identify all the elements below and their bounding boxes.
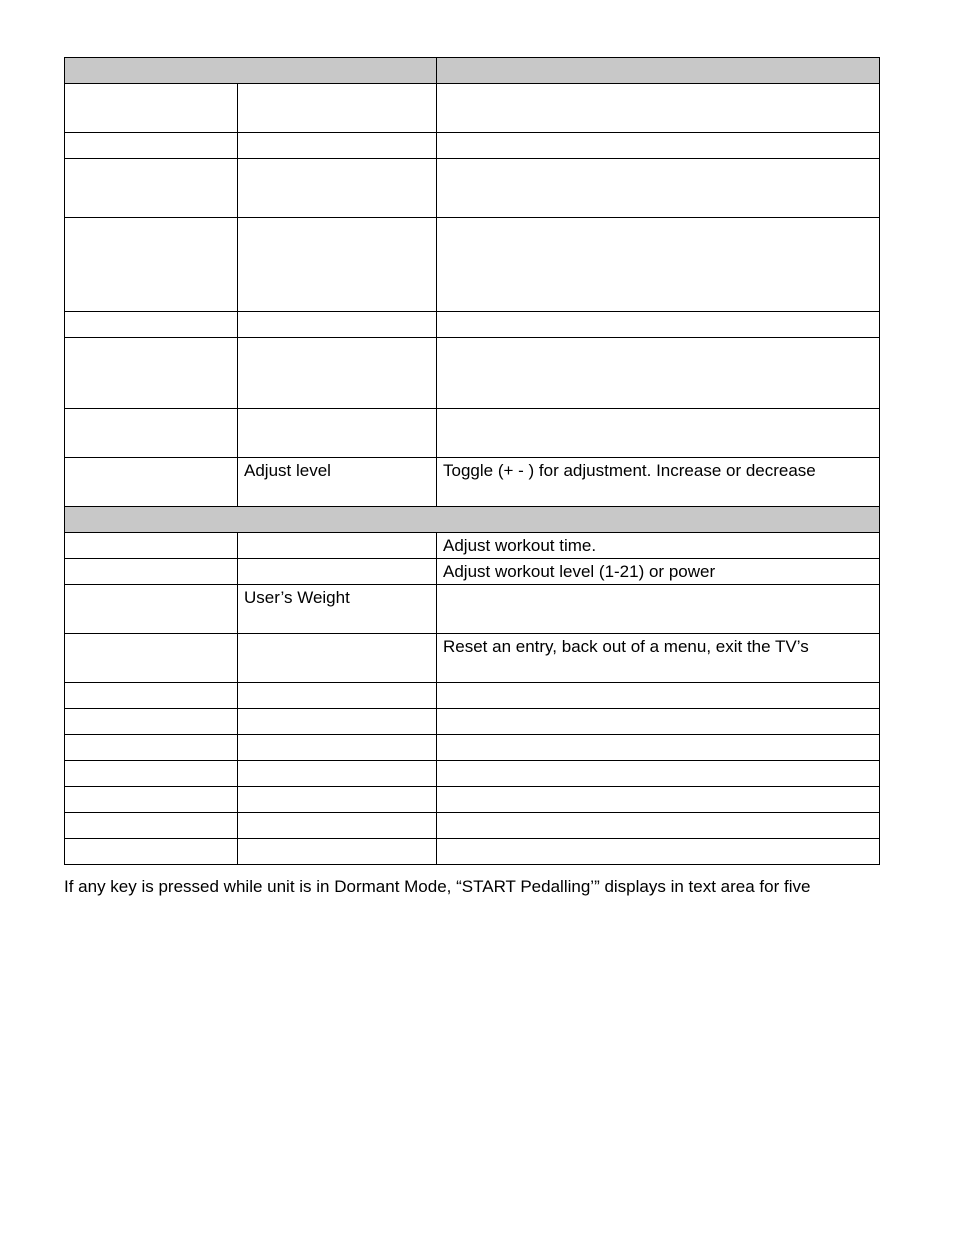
table-cell xyxy=(238,683,437,709)
table-row xyxy=(65,159,880,218)
table-row xyxy=(65,559,880,585)
table-cell xyxy=(65,409,238,458)
header-cell-left xyxy=(65,58,437,84)
table-cell xyxy=(437,709,880,735)
table-row xyxy=(65,683,880,709)
table-row xyxy=(65,787,880,813)
section-header-row xyxy=(65,507,880,533)
table-cell xyxy=(238,409,437,458)
table-cell xyxy=(65,709,238,735)
table-cell xyxy=(437,839,880,865)
table-cell xyxy=(65,312,238,338)
table-cell xyxy=(238,761,437,787)
table-cell xyxy=(437,683,880,709)
table-cell xyxy=(437,787,880,813)
table-row xyxy=(65,813,880,839)
section-header-cell xyxy=(65,507,880,533)
key-function-table xyxy=(64,57,880,865)
table-cell xyxy=(437,159,880,218)
table-cell xyxy=(238,133,437,159)
table-cell xyxy=(238,84,437,133)
table-cell xyxy=(437,813,880,839)
table-cell xyxy=(65,761,238,787)
table-cell xyxy=(65,218,238,312)
table-cell xyxy=(238,735,437,761)
table-cell xyxy=(238,709,437,735)
table-row xyxy=(65,458,880,507)
table-row xyxy=(65,84,880,133)
table-cell xyxy=(238,533,437,559)
table-cell xyxy=(437,84,880,133)
table-cell: Adjust workout level (1-21) or power xyxy=(437,559,880,585)
table-cell xyxy=(238,839,437,865)
table-cell xyxy=(65,133,238,159)
table-cell xyxy=(65,458,238,507)
table-cell xyxy=(65,84,238,133)
table-cell: Adjust level xyxy=(238,458,437,507)
table-cell xyxy=(65,533,238,559)
table-row xyxy=(65,133,880,159)
table-row xyxy=(65,761,880,787)
table-cell xyxy=(238,634,437,683)
table-cell xyxy=(238,338,437,409)
table-cell xyxy=(65,839,238,865)
table-cell xyxy=(65,338,238,409)
table-cell xyxy=(437,338,880,409)
table-cell xyxy=(238,312,437,338)
table-cell xyxy=(437,218,880,312)
table-row xyxy=(65,735,880,761)
table-cell: Toggle (+ - ) for adjustment. Increase or decrease xyxy=(437,458,880,507)
table-row xyxy=(65,338,880,409)
table-cell xyxy=(437,761,880,787)
table-cell xyxy=(238,559,437,585)
table-cell: Reset an entry, back out of a menu, exit the TV’s xyxy=(437,634,880,683)
table-row xyxy=(65,409,880,458)
table-cell xyxy=(65,787,238,813)
table-cell xyxy=(437,133,880,159)
table-row xyxy=(65,839,880,865)
table-cell xyxy=(65,159,238,218)
table-row xyxy=(65,585,880,634)
table-cell xyxy=(65,585,238,634)
table-cell: Adjust workout time. xyxy=(437,533,880,559)
table-row xyxy=(65,312,880,338)
table-cell xyxy=(238,813,437,839)
table-header-row xyxy=(65,58,880,84)
table-cell: User’s Weight xyxy=(238,585,437,634)
table-row xyxy=(65,218,880,312)
table-cell xyxy=(65,634,238,683)
table-row xyxy=(65,533,880,559)
table-cell xyxy=(238,218,437,312)
table-cell xyxy=(238,159,437,218)
table-cell xyxy=(437,312,880,338)
table-cell xyxy=(65,559,238,585)
table-row xyxy=(65,709,880,735)
dormant-mode-note: If any key is pressed while unit is in Dormant Mode, “START Pedalling’” displays in text area for five xyxy=(64,877,811,896)
table-cell xyxy=(437,735,880,761)
header-cell-right xyxy=(437,58,880,84)
table-cell xyxy=(238,787,437,813)
table-cell xyxy=(65,735,238,761)
table-cell xyxy=(65,813,238,839)
table-row xyxy=(65,634,880,683)
table-cell xyxy=(437,409,880,458)
table-cell xyxy=(65,683,238,709)
table-cell xyxy=(437,585,880,634)
